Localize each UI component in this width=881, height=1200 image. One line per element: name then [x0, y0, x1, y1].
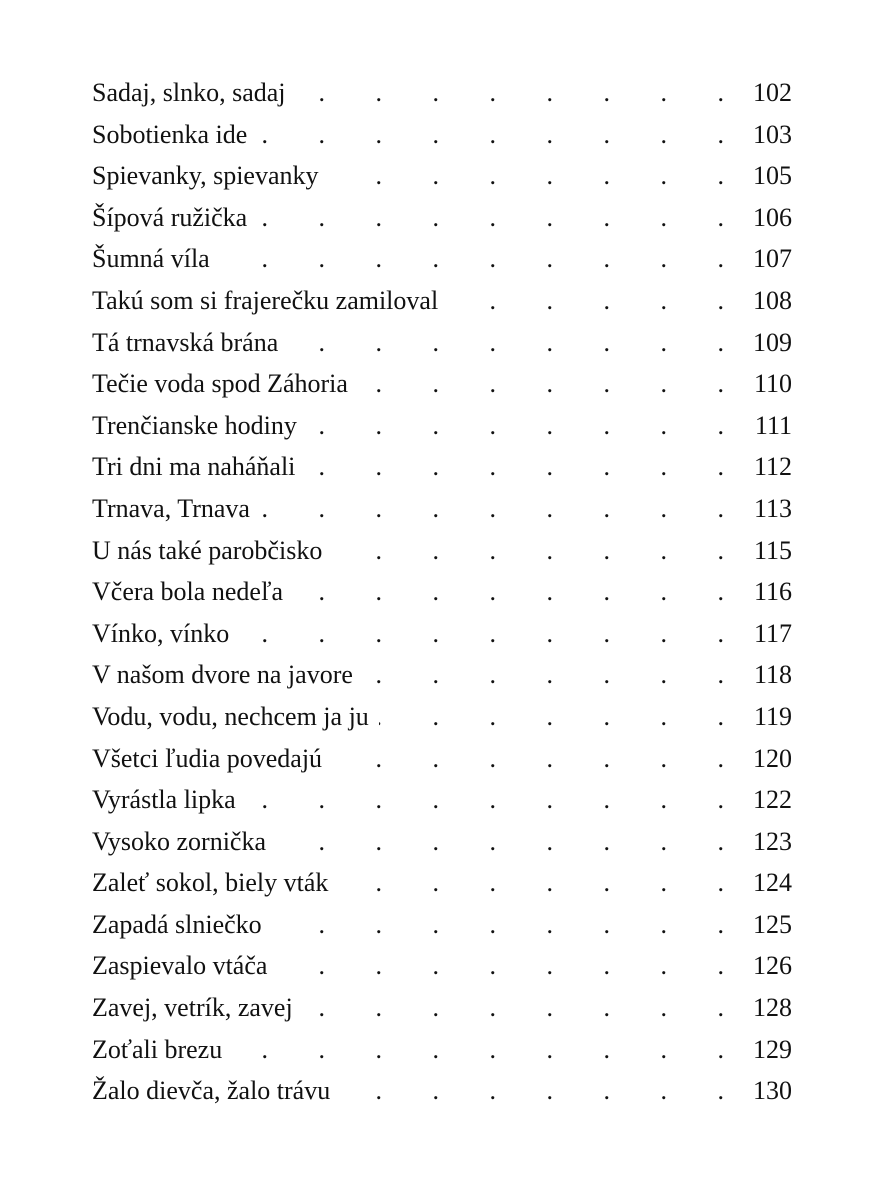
toc-entry-page-number: 122 — [753, 785, 792, 815]
toc-entry — [92, 203, 792, 245]
toc-entry-title: Zoťali brezu — [92, 1034, 223, 1064]
toc-entry — [92, 660, 792, 702]
toc-entry-title: Zapadá slniečko — [92, 909, 262, 939]
toc-entry — [92, 619, 792, 661]
toc-entry-page-number: 103 — [753, 119, 792, 149]
toc-entry-page-number: 111 — [754, 410, 792, 440]
toc-entry — [92, 951, 792, 993]
toc-entry — [92, 452, 792, 494]
toc-entry-title: Zaspievalo vtáča — [92, 951, 268, 981]
toc-entry — [92, 785, 792, 827]
dot-leader — [257, 120, 746, 150]
toc-entry-page-number: 125 — [753, 909, 792, 939]
toc-entry-title: Vínko, vínko — [92, 618, 230, 648]
toc-entry — [92, 577, 792, 619]
toc-entry-page-number: 130 — [753, 1076, 792, 1106]
toc-entry-title: Spievanky, spievanky — [92, 161, 319, 191]
dot-leader — [288, 328, 746, 358]
toc-entry — [92, 120, 792, 162]
dot-leader — [239, 619, 746, 649]
toc-entry — [92, 744, 792, 786]
toc-entry — [92, 910, 792, 952]
toc-entry-title: U nás také parobčisko — [92, 535, 323, 565]
toc-entry-page-number: 126 — [753, 951, 792, 981]
toc-entry-title: Šumná víla — [92, 244, 210, 274]
dot-leader — [338, 868, 746, 898]
toc-entry-page-number: 112 — [753, 452, 792, 482]
dot-leader — [260, 494, 746, 524]
toc-entry — [92, 161, 792, 203]
dot-leader — [257, 203, 746, 233]
toc-entry-page-number: 117 — [753, 618, 792, 648]
toc-entry-title: Trenčianske hodiny — [92, 410, 297, 440]
toc-entry — [92, 993, 792, 1035]
dot-leader — [379, 702, 746, 732]
toc-entry-title: Zaleť sokol, biely vták — [92, 868, 329, 898]
toc-entry-title: Šípová ružička — [92, 202, 248, 232]
toc-entry-title: Včera bola nedeľa — [92, 577, 284, 607]
toc-entry-page-number: 129 — [753, 1034, 792, 1064]
toc-entry — [92, 244, 792, 286]
toc-entry — [92, 827, 792, 869]
toc-entry-title: Sobotienka ide — [92, 119, 248, 149]
dot-leader — [303, 993, 746, 1023]
toc-entry — [92, 868, 792, 910]
dot-leader — [340, 1076, 746, 1106]
toc-entry-title: Sadaj, slnko, sadaj — [92, 78, 286, 107]
toc-entry — [92, 411, 792, 453]
toc-entry-page-number: 109 — [753, 327, 792, 357]
toc-entry-page-number: 120 — [753, 743, 792, 773]
toc-entry — [92, 286, 792, 328]
toc-entry — [92, 1035, 792, 1077]
dot-leader — [293, 577, 746, 607]
toc-entry-title: Vodu, vodu, nechcem ja ju — [92, 701, 369, 731]
dot-leader — [329, 161, 747, 191]
toc-entry-title: Vysoko zornička — [92, 826, 267, 856]
toc-entry-title: Takú som si frajerečku zamiloval — [92, 285, 439, 315]
toc-entry-page-number: 102 — [753, 78, 792, 107]
dot-leader — [246, 785, 746, 815]
dot-leader — [220, 244, 746, 274]
toc-entry-title: Všetci ľudia povedajú — [92, 743, 323, 773]
toc-entry-page-number: 128 — [753, 993, 792, 1023]
table-of-contents — [92, 78, 792, 1118]
toc-entry-title: Zavej, vetrík, zavej — [92, 993, 293, 1023]
dot-leader — [276, 827, 746, 857]
toc-entry — [92, 328, 792, 370]
toc-entry — [92, 702, 792, 744]
toc-entry-title: Vyrástla lipka — [92, 785, 236, 815]
toc-entry-page-number: 119 — [753, 701, 792, 731]
toc-entry-page-number: 106 — [753, 202, 792, 232]
toc-entry-page-number: 105 — [753, 161, 792, 191]
toc-entry-title: Žalo dievča, žalo trávu — [92, 1076, 331, 1106]
toc-entry-page-number: 107 — [753, 244, 792, 274]
toc-entry-title: V našom dvore na javore — [92, 660, 353, 690]
dot-leader — [272, 910, 746, 940]
toc-entry-page-number: 115 — [753, 535, 792, 565]
toc-entry — [92, 369, 792, 411]
dot-leader — [305, 452, 746, 482]
toc-entry-title: Tri dni ma naháňali — [92, 452, 296, 482]
toc-entry — [92, 78, 792, 120]
toc-entry-title: Tečie voda spod Záhoria — [92, 369, 348, 399]
toc-entry-page-number: 116 — [753, 577, 792, 607]
toc-entry-page-number: 118 — [753, 660, 792, 690]
toc-entry-title: Tá trnavská brána — [92, 327, 279, 357]
dot-leader — [307, 411, 746, 441]
dot-leader — [277, 951, 746, 981]
toc-entry-title: Trnava, Trnava — [92, 493, 250, 523]
dot-leader — [358, 369, 746, 399]
toc-entry-page-number: 110 — [753, 369, 792, 399]
dot-leader — [296, 78, 746, 108]
toc-entry — [92, 536, 792, 578]
dot-leader — [332, 744, 746, 774]
toc-entry-page-number: 123 — [753, 826, 792, 856]
toc-entry — [92, 1076, 792, 1118]
dot-leader — [363, 660, 746, 690]
dot-leader — [448, 286, 746, 316]
toc-entry — [92, 494, 792, 536]
toc-entry-page-number: 124 — [753, 868, 792, 898]
toc-entry-page-number: 113 — [753, 493, 792, 523]
toc-entry-page-number: 108 — [753, 285, 792, 315]
dot-leader — [332, 536, 746, 566]
dot-leader — [232, 1035, 746, 1065]
